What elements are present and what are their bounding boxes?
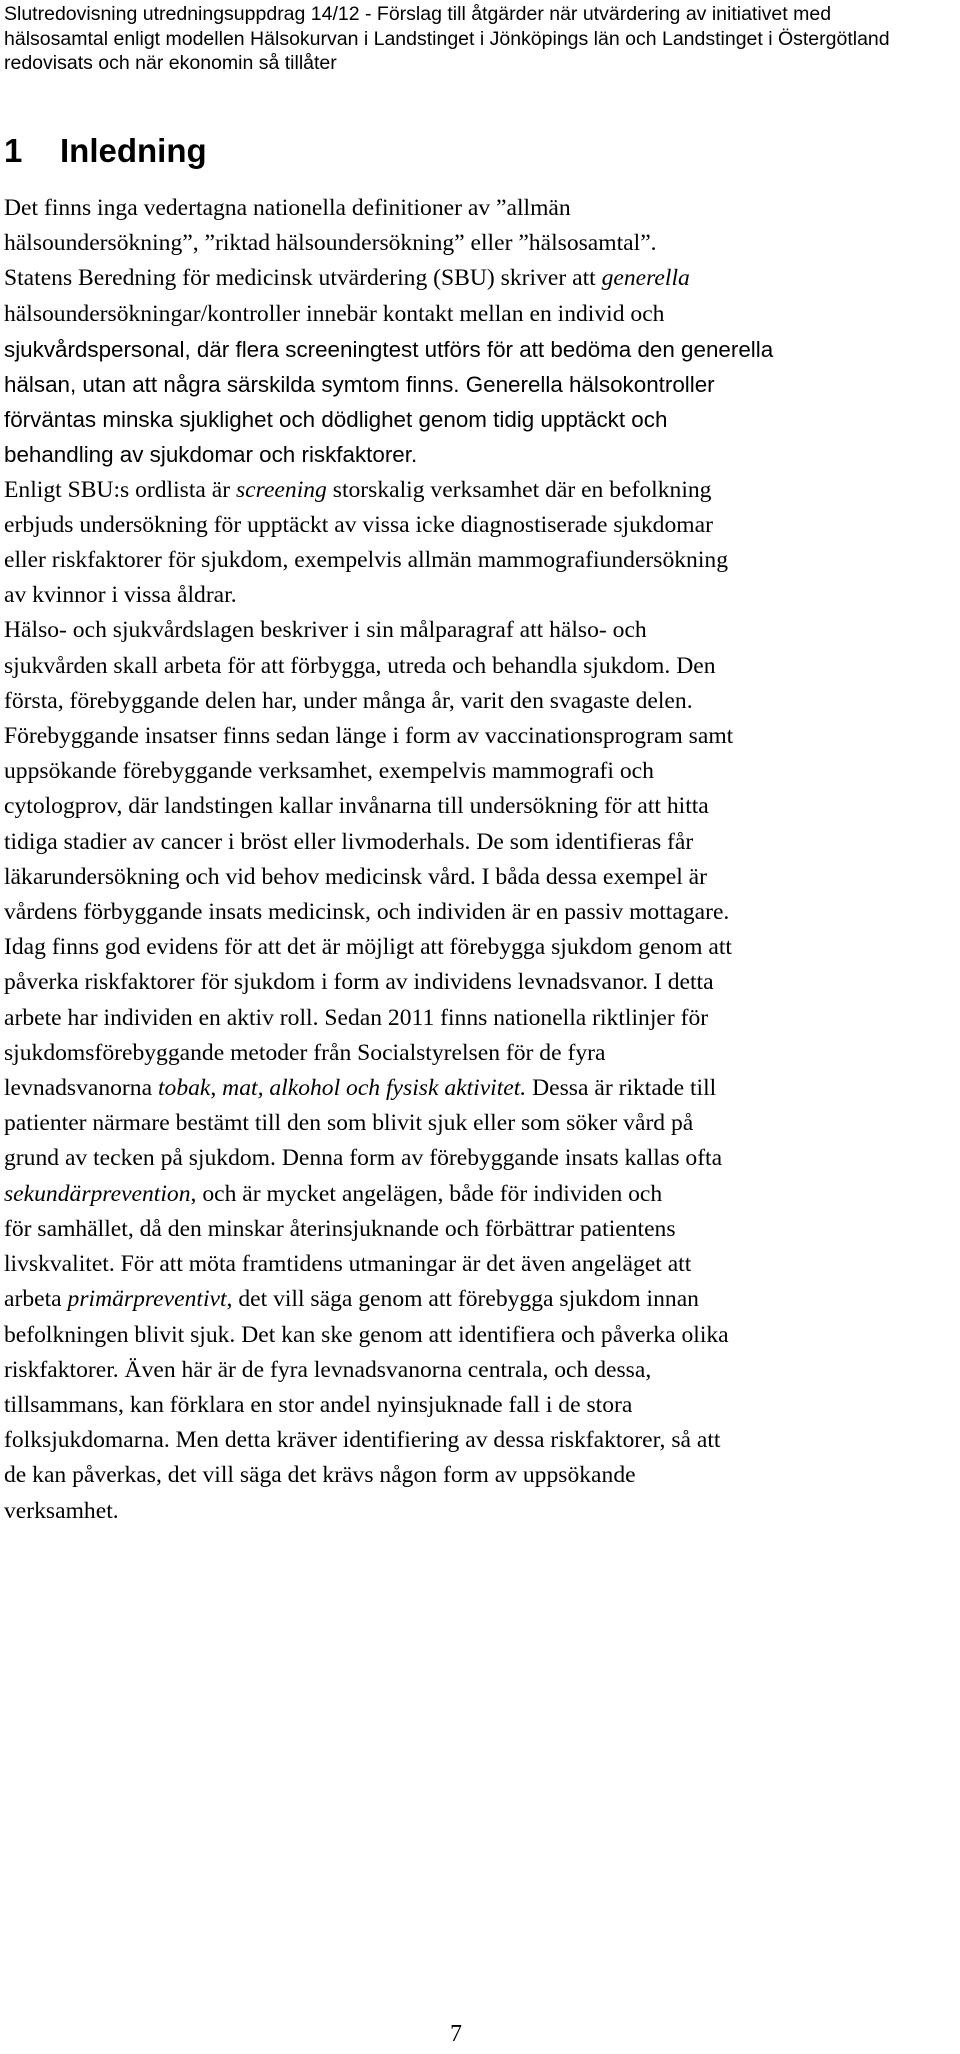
text-line: Det finns inga vedertagna nationella definitioner av ”allmän — [4, 195, 571, 221]
text-line: arbete har individen en aktiv roll. Sedan 2011 finns nationella riktlinjer för — [4, 1004, 709, 1031]
text-line: påverka riskfaktorer för sjukdom i form av individens levnadsvanor. I detta — [4, 969, 714, 996]
text-line — [4, 1071, 959, 1106]
section-title: Inledning — [60, 132, 207, 169]
emphasis: generella — [601, 265, 690, 292]
text-line: tidiga stadier av cancer i bröst eller livmoderhals. De som identifieras får — [4, 828, 694, 855]
header-line: Slutredovisning utredningsuppdrag 14/12 - Förslag till åtgärder när utvärdering av initiativet med — [4, 3, 832, 25]
text-run: Dessa är riktade till — [526, 1075, 717, 1102]
text-line: sjukvårdspersonal, där flera screeningtest utförs för att bedöma den generella — [4, 336, 774, 362]
header-line: hälsosamtal enligt modellen Hälsokurvan i Landstinget i Jönköpings län och Landstinget i Östergötland — [4, 27, 890, 50]
text-line: Förebyggande insatser finns sedan länge i form av vaccinationsprogram samt — [4, 723, 734, 750]
text-line: uppsökande förebyggande verksamhet, exempelvis mammografi och — [4, 758, 654, 785]
text-line: för samhället, då den minskar återinsjuknande och förbättrar patientens — [4, 1215, 676, 1242]
text-line: befolkningen blivit sjuk. Det kan ske genom att identifiera och påverka olika — [4, 1321, 729, 1348]
text-run: storskalig verksamhet där en befolkning — [326, 476, 712, 503]
header-line: redovisats och när ekonomin så tillåter — [4, 52, 337, 74]
text-line — [4, 1177, 959, 1212]
text-line — [4, 473, 959, 508]
text-line: erbjuds undersökning för upptäckt av vissa icke diagnostiserade sjukdomar — [4, 511, 713, 538]
section-heading — [4, 129, 207, 173]
text-line: förväntas minska sjuklighet och dödlighet genom tidig upptäckt och — [4, 407, 668, 433]
text-line: folksjukdomarna. Men detta kräver identifiering av dessa riskfaktorer, så att — [4, 1427, 721, 1454]
emphasis: tobak, mat, alkohol och fysisk aktivitet. — [157, 1075, 527, 1102]
text-line: Hälso- och sjukvårdslagen beskriver i sin målparagraf att hälso- och — [4, 617, 647, 644]
text-line: riskfaktorer. Även här är de fyra levnadsvanorna centrala, och dessa, — [4, 1356, 652, 1383]
page-number: 7 — [450, 2021, 462, 2047]
text-line: Idag finns god evidens för att det är möjligt att förebygga sjukdom genom att — [4, 934, 732, 961]
text-line: hälsoundersökning”, ”riktad hälsoundersökning” eller ”hälsosamtal”. — [4, 230, 657, 257]
text-run: Enligt SBU:s ordlista är — [4, 476, 236, 503]
text-line: livskvalitet. För att möta framtidens utmaningar är det även angeläget att — [4, 1251, 692, 1278]
section-number: 1 — [4, 132, 23, 169]
text-line: sjukdomsförebyggande metoder från Socialstyrelsen för de fyra — [4, 1039, 606, 1066]
text-line: behandling av sjukdomar och riskfaktorer. — [4, 442, 418, 468]
body-text — [4, 191, 959, 1529]
emphasis: sekundärprevention — [4, 1180, 191, 1207]
text-run: Statens Beredning för medicinsk utvärdering (SBU) skriver att — [4, 265, 602, 292]
text-line: tillsammans, kan förklara en stor andel nyinsjuknade fall i de stora — [4, 1391, 633, 1418]
text-line: första, förebyggande delen har, under många år, varit den svagaste delen. — [4, 687, 693, 714]
text-line: patienter närmare bestämt till den som blivit sjuk eller som söker vård på — [4, 1110, 694, 1137]
text-line: de kan påverkas, det vill säga det krävs någon form av uppsökande — [4, 1462, 636, 1489]
running-header — [4, 2, 954, 76]
text-run: , och är mycket angelägen, både för individen och — [190, 1180, 663, 1207]
text-line: cytologprov, där landstingen kallar invånarna till undersökning för att hitta — [4, 793, 709, 820]
text-line: läkarundersökning och vid behov medicinsk vård. I båda dessa exempel är — [4, 863, 707, 890]
text-line — [4, 261, 959, 296]
text-line: hälsan, utan att några särskilda symtom finns. Generella hälsokontroller — [4, 372, 715, 398]
text-line: vårdens förbyggande insats medicinsk, och individen är en passiv mottagare. — [4, 899, 730, 926]
text-run: levnadsvanorna — [4, 1075, 158, 1102]
emphasis: primärpreventivt — [67, 1286, 227, 1313]
text-line: grund av tecken på sjukdom. Denna form av förebyggande insats kallas ofta — [4, 1145, 723, 1172]
emphasis: screening — [236, 476, 327, 503]
text-line: eller riskfaktorer för sjukdom, exempelvis allmän mammografiundersökning — [4, 547, 728, 574]
text-line: sjukvården skall arbeta för att förbygga, utreda och behandla sjukdom. Den — [4, 652, 716, 679]
text-run: arbeta — [4, 1286, 68, 1313]
text-line: av kvinnor i vissa åldrar. — [4, 582, 237, 609]
text-line — [4, 1282, 959, 1317]
text-line: verksamhet. — [4, 1497, 119, 1524]
text-line: hälsoundersökningar/kontroller innebär kontakt mellan en individ och — [4, 300, 665, 327]
text-run: , det vill säga genom att förebygga sjukdom innan — [226, 1286, 699, 1313]
